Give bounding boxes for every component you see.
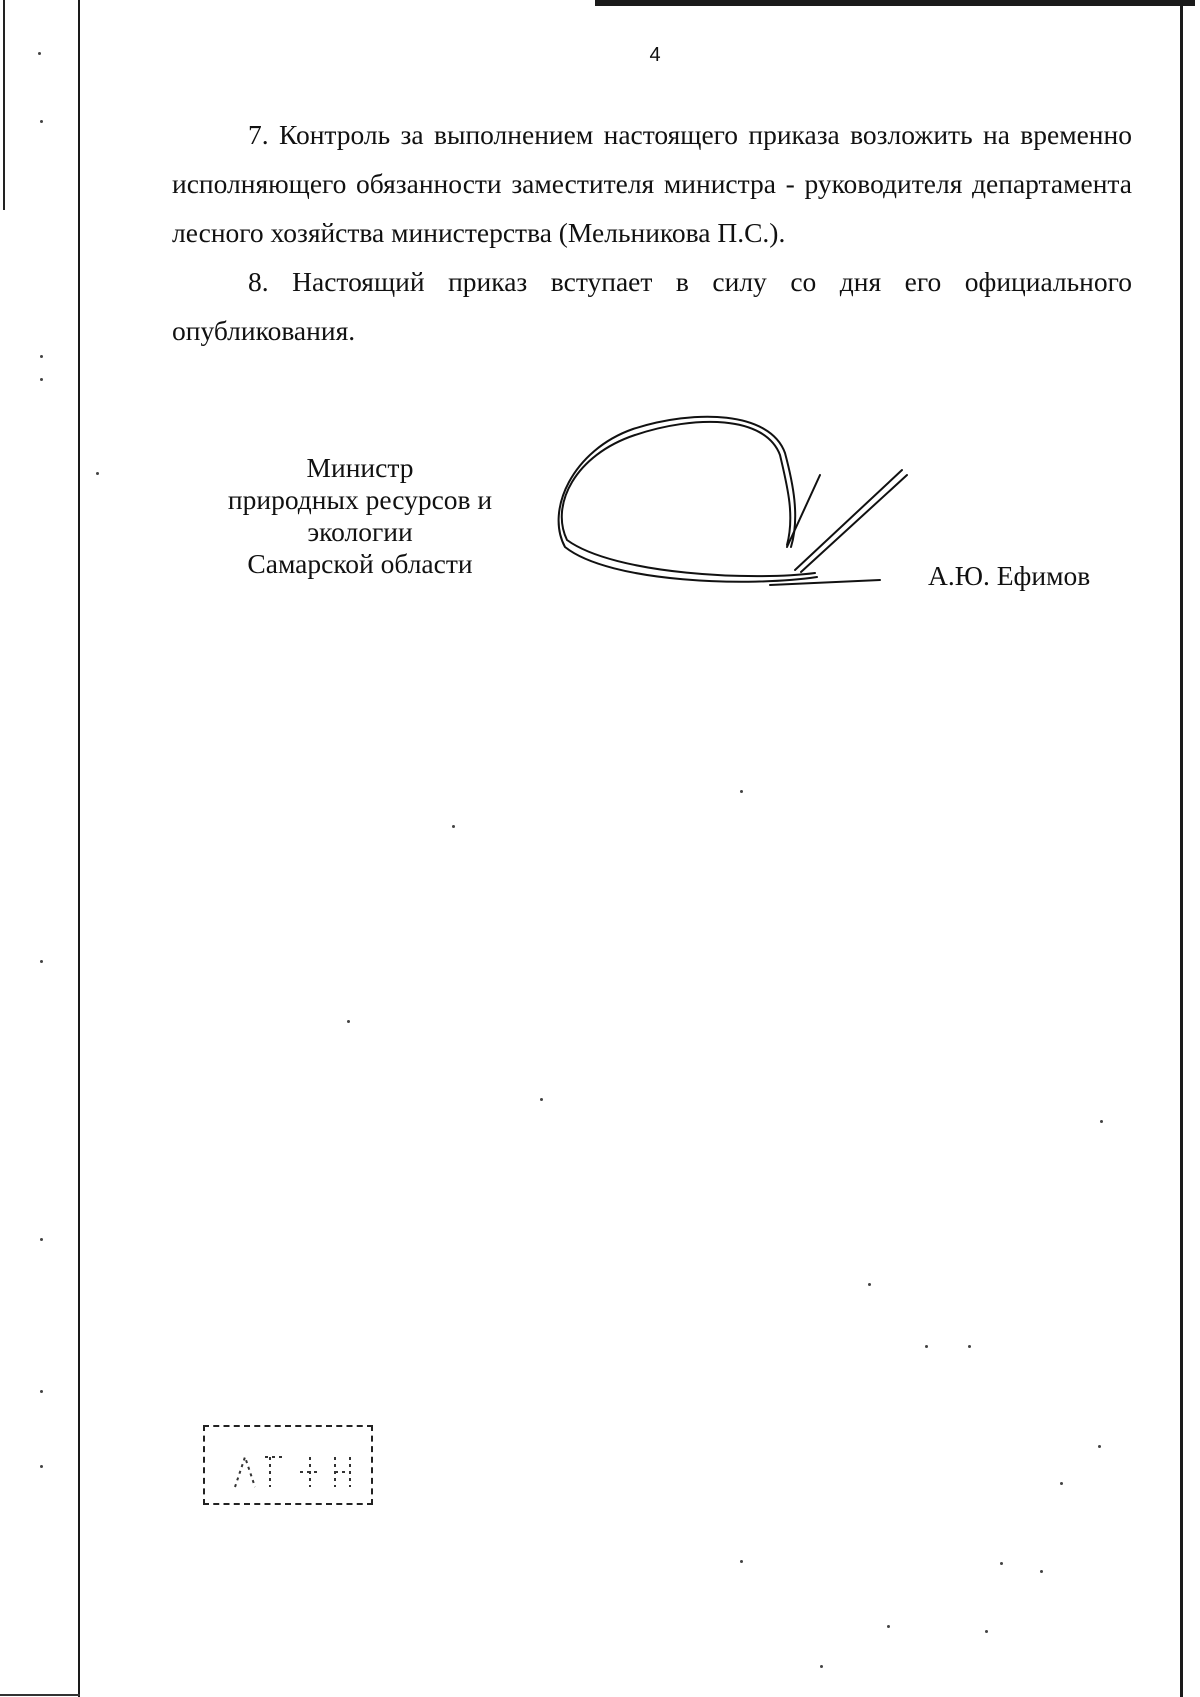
signatory-title-line: Министр [306, 452, 414, 483]
scan-margin-line-left [78, 0, 80, 1697]
signatory-title-line: экологии [307, 516, 413, 547]
page-number: 4 [649, 44, 661, 66]
signatory-title-line: Самарской области [247, 548, 473, 579]
document-body [172, 110, 1132, 355]
stamp-marks-icon [205, 1427, 375, 1507]
scan-margin-line-right [1180, 0, 1183, 1697]
scan-top-bar [595, 0, 1195, 6]
paragraph-7: 7. Контроль за выполнением настоящего приказа возложить на временно исполняющего обязанности заместителя министра - руководителя департамента лесного хозяйства министерства (Мельникова П.С.). [172, 119, 1132, 248]
handwritten-signature [555, 415, 935, 605]
signatory-title [200, 452, 520, 580]
paragraph-8: 8. Настоящий приказ вступает в силу со дня его официального опубликования. [172, 266, 1132, 346]
signatory-name: А.Ю. Ефимов [928, 560, 1091, 591]
scan-edge-line-left [3, 0, 5, 210]
scan-bottom-line [0, 1694, 80, 1696]
scan-stamp [203, 1425, 373, 1505]
signatory-title-line: природных ресурсов и [227, 484, 493, 515]
